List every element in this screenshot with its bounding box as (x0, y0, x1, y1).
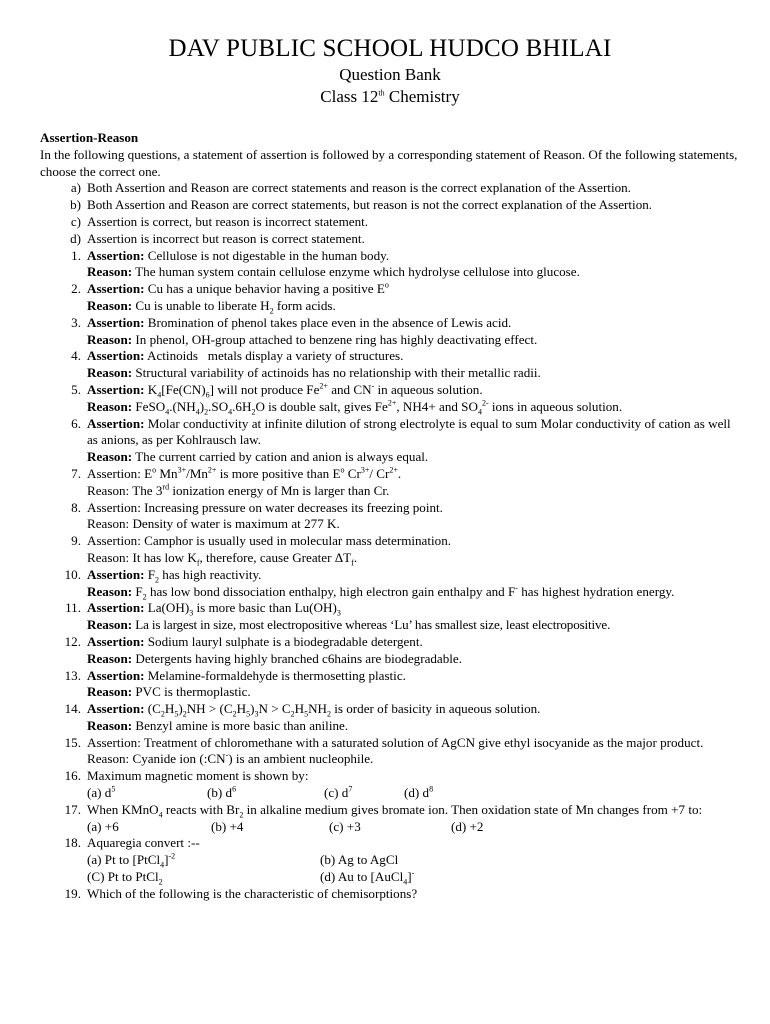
option-d: d) Assertion is incorrect but reason is correct statement. (70, 230, 365, 246)
question-16: 16. Maximum magnetic moment is shown by: (a) $d^5$ (b) $d^6$ (c) $d^7$ (d) $d^8$ (40, 768, 740, 802)
class-subject: Class 12th Chemistry (320, 87, 460, 106)
q18-option-a: (a) Pt to [PtCl$_4$]$^{-2}$ (87, 851, 176, 870)
question-4: 4. Assertion: Actinoids metals display a variety of structures. Reason: Structural variability of actinoids has no relationship with their metallic radii. (71, 348, 541, 381)
q17-option-c: (c) +3 (329, 818, 361, 834)
question-9: 9. Assertion: Camphor is usually used in molecular mass determination. Reason: It has low $K_f$, therefore, cause Greater $\Delta T_f$. (71, 533, 452, 568)
question-12: 12. Assertion: Sodium lauryl sulphate is a biodegradable detergent. Reason: Detergents having highly branched c6hains are biodegradable. (64, 633, 463, 666)
question-bank-page (40, 34, 740, 903)
school-name: DAV PUBLIC SCHOOL HUDCO BHILAI (168, 35, 612, 62)
q18-option-d: (d) Au to [AuCl$_4$]- (320, 868, 415, 887)
question-14: 14. Assertion: $(C_2H_5)_2NH > (C_2H_5)_3N > C_2H_5NH_2$ is order of basicity in aqueous solution. Reason: Benzyl amine is more basic than aniline. (64, 701, 541, 733)
question-13: 13. Assertion: Melamine-formaldehyde is thermosetting plastic. Reason: PVC is thermoplastic. (64, 667, 406, 700)
question-16-options (87, 785, 740, 802)
question-18-options-row1 (87, 852, 740, 869)
question-17-options (87, 819, 740, 836)
section-intro: In the following questions, a statement of assertion is followed by a corresponding statement of Reason. Of the following statements, choose the correct one. (40, 146, 738, 179)
question-15: 15. Assertion: Treatment of chloromethane with a saturated solution of AgCN give ethyl isocyanide as the major product. Reason: Cyanide ion (:CN-) is an ambient nucleophile. (64, 734, 704, 767)
question-7: 7. Assertion: $E^o$ $Mn^{3+}/Mn^{2+}$ is more positive than $E^o$ $Cr^{3+}/$ $Cr^{2+}$. Reason: The 3rd ionization energy of Mn is larger than Cr. (71, 465, 402, 498)
q17-option-b: (b) +4 (211, 818, 244, 834)
question-18: 18. Aquaregia convert :-- (a) Pt to [PtCl$_4$]$^{-2}$ (b) Ag to AgCl (C) Pt to PtCl$_2$ (d) Au to [AuCl$_4$]- (40, 835, 740, 885)
option-b: b) Both Assertion and Reason are correct statements, but reason is not the correct explanation of the Assertion. (70, 197, 653, 213)
question-6: 6. Assertion: Molar conductivity at infinite dilution of strong electrolyte is equal to sum Molar conductivity of cation as well as anions, as per Kohlrausch law. Reason: The current carried by cation and anion is always equal. (71, 415, 731, 465)
q16-option-d: (d) $d^8$ (404, 784, 434, 801)
question-19: 19. Which of the following is the characteristic of chemisorptions? (64, 885, 418, 901)
question-8: 8. Assertion: Increasing pressure on water decreases its freezing point. Reason: Density of water is maximum at 277 K. (71, 499, 443, 532)
document-subtitle: Question Bank (339, 65, 441, 84)
question-1: 1. Assertion: Cellulose is not digestable in the human body. Reason: The human system contain cellulose enzyme which hydrolyse cellulose into glucose. (71, 247, 580, 280)
question-18-options-row2 (87, 869, 740, 886)
section-title: Assertion-Reason (40, 130, 139, 145)
option-a: a) Both Assertion and Reason are correct statements and reason is the correct explanation of the Assertion. (70, 180, 631, 196)
question-list (40, 130, 740, 903)
q16-option-b: (b) $d^6$ (207, 784, 237, 801)
question-17: 17. When KMnO$_4$ reacts with $Br_2$ in alkaline medium gives bromate ion. Then oxidation state of Mn changes from +7 to: (a) +6 (b) +4 (c) +3 (d) +2 (40, 802, 740, 836)
option-c: c) Assertion is correct, but reason is incorrect statement. (70, 213, 369, 229)
question-11: 11. Assertion: $La(OH)_3$ is more basic than $Lu(OH)_3$ Reason: La is largest in size, most electropositive whereas ‘Lu’ has smallest size, least electropositive. (65, 600, 611, 633)
q18-option-c: (C) Pt to PtCl$_2$ (87, 869, 163, 887)
document-header (40, 34, 740, 108)
question-3: 3. Assertion: Bromination of phenol takes place even in the absence of Lewis acid. Reason: In phenol, OH-group attached to benzene ring has highly deactivating effect. (71, 314, 538, 347)
q16-option-c: (c) $d^7$ (324, 784, 353, 801)
q17-option-d: (d) +2 (451, 818, 484, 834)
q16-option-a: (a) $d^5$ (87, 784, 116, 801)
question-10: 10. Assertion: $F_2$ has high reactivity. Reason: $F_2$ has low bond dissociation enthalpy, high electron gain enthalpy and F- has highest hydration energy. (64, 566, 675, 602)
question-2: 2. Assertion: Cu has a unique behavior having a positive $E^o$ Reason: Cu is unable to liberate $H_2$ form acids. (71, 280, 389, 316)
q17-option-a: (a) +6 (87, 818, 119, 834)
q18-option-b: (b) Ag to AgCl (320, 852, 399, 868)
question-5: 5. Assertion: $K_4[Fe(CN)_6]$ will not produce $Fe^{2+}$ and CN- in aqueous solution. Reason: $FeSO_4.(NH_4)_2.SO_4.6H_2O$ is double salt, gives $Fe^{2+}$, NH4+ and $SO_4^{2-}$ ions in aqueous solution. (71, 381, 623, 417)
